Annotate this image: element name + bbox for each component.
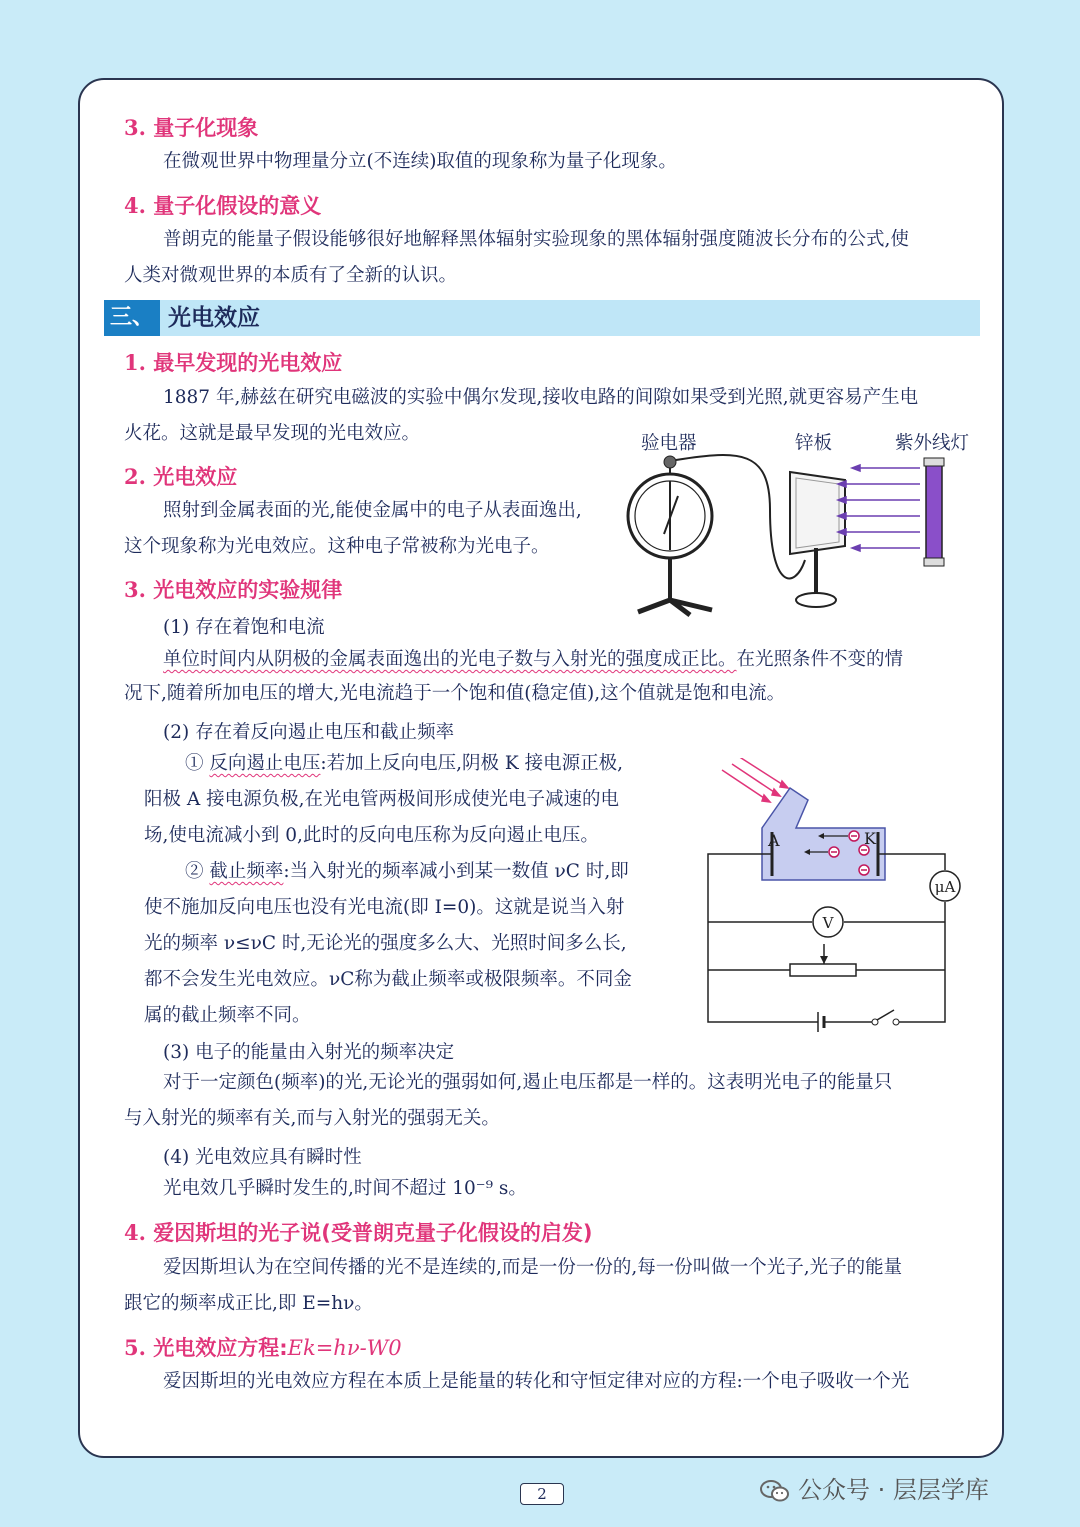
heading-number: 2. [124,464,146,489]
paragraph-line: 人类对微观世界的本质有了全新的认识。 [124,265,458,286]
paragraph-line: 普朗克的能量子假设能够很好地解释黑体辐射实验现象的黑体辐射强度随波长分布的公式,使 [163,229,909,250]
paragraph-line: 1887 年,赫兹在研究电磁波的实验中偶尔发现,接收电路的间隙如果受到光照,就更容易产生电 [163,387,919,408]
section-banner [104,300,980,336]
paragraph-line [163,642,903,678]
heading-photoelectric-equation [124,1332,402,1362]
paragraph-line: 跟它的频率成正比,即 E=hν。 [124,1293,373,1314]
formula: Ek=hν-W0 [287,1336,402,1360]
label-zinc-plate: 锌板 [795,433,833,454]
paragraph-line: 爱因斯坦的光电效应方程在本质上是能量的转化和守恒定律对应的方程:一个电子吸收一个光 [163,1371,910,1392]
paragraph-line: 属的截止频率不同。 [144,1005,311,1026]
heading-text: 最早发现的光电效应 [153,351,343,375]
electroscope-diagram [620,450,960,630]
subheading: (3) 电子的能量由入射光的频率决定 [163,1042,455,1063]
heading-earliest-discovery [124,347,342,377]
paragraph-line: 场,使电流减小到 0,此时的反向电压称为反向遏止电压。 [144,825,599,846]
heading-number: 5. [124,1335,146,1360]
paragraph-line: 这个现象称为光电效应。这种电子常被称为光电子。 [124,536,550,557]
circled-number: ② [185,861,204,882]
section-title: 光电效应 [168,305,260,331]
heading-quantization [124,112,258,142]
text: :当入射光的频率减小到某一数值 νC 时,即 [283,861,629,882]
rheostat [790,964,856,976]
section-number: 三、 [104,300,160,336]
heading-text: 爱因斯坦的光子说(受普朗克量子化假设的启发) [153,1221,593,1245]
paragraph-line: 火花。这就是最早发现的光电效应。 [124,423,421,444]
paragraph-line: 使不施加反向电压也没有光电流(即 I=0)。这就是说当入射 [144,897,625,918]
paragraph-line: 都不会发生光电效应。νC称为截止频率或极限频率。不同金 [144,969,632,990]
uv-lamp [926,462,942,562]
paragraph-line: 阳极 A 接电源负极,在光电管两极间形成使光电子减速的电 [144,789,620,810]
paragraph: 在微观世界中物理量分立(不连续)取值的现象称为量子化现象。 [163,151,677,172]
heading-number: 3. [124,577,146,602]
emphasized-text: 单位时间内从阴极的金属表面逸出的光电子数与入射光的强度成正比。 [163,649,737,670]
paragraph-line: 况下,随着所加电压的增大,光电流趋于一个饱和值(稳定值),这个值就是饱和电流。 [124,683,786,704]
heading-photoelectric-effect [124,461,237,491]
uv-rays [838,465,920,551]
paragraph-line: 与入射光的频率有关,而与入射光的强弱无关。 [124,1108,500,1129]
paragraph-line [185,854,629,890]
paragraph-line: 光电效几乎瞬时发生的,时间不超过 10⁻⁹ s。 [163,1178,527,1199]
term: 截止频率 [209,861,284,882]
page-number: 2 [520,1483,564,1505]
heading-text: 量子化假设的意义 [153,194,322,218]
microammeter-label: μA [934,878,956,896]
heading-number: 4. [124,193,146,218]
watermark-text: 公众号 · 层层学库 [798,1476,989,1504]
term: 反向遏止电压 [209,753,321,774]
text: :若加上反向电压,阴极 K 接电源正极, [320,753,623,774]
label-electroscope: 验电器 [641,433,697,454]
heading-text: 光电效应方程: [153,1336,288,1360]
watermark [760,1470,989,1505]
phototube-circuit-diagram [700,758,970,1038]
paragraph-line: 照射到金属表面的光,能使金属中的电子从表面逸出, [163,500,582,521]
wechat-icon [760,1479,790,1503]
incident-light [722,758,788,802]
voltmeter-label: V [822,914,834,932]
paragraph-line: 对于一定颜色(频率)的光,无论光的强弱如何,遏止电压都是一样的。这表明光电子的能量只 [163,1072,893,1093]
heading-photon-theory [124,1217,592,1247]
heading-number: 1. [124,350,146,375]
cathode-label: K [864,829,876,848]
heading-number: 3. [124,115,146,140]
subheading: (1) 存在着饱和电流 [163,617,325,638]
heading-text: 光电效应的实验规律 [153,578,343,602]
heading-quantization-meaning [124,190,321,220]
paragraph-line [185,746,623,782]
heading-text: 量子化现象 [153,116,259,140]
text: 在光照条件不变的情 [736,649,904,670]
heading-experimental-laws [124,574,342,604]
electroscope-knob [664,456,676,468]
label-uv-lamp: 紫外线灯 [895,433,970,454]
paragraph-line: 光的频率 ν≤νC 时,无论光的强度多么大、光照时间多么长, [144,933,627,954]
subheading: (4) 光电效应具有瞬时性 [163,1147,362,1168]
heading-text: 光电效应 [153,465,238,489]
subheading: (2) 存在着反向遏止电压和截止频率 [163,722,455,743]
heading-number: 4. [124,1220,146,1245]
circled-number: ① [185,753,204,774]
paragraph-line: 爱因斯坦认为在空间传播的光不是连续的,而是一份一份的,每一份叫做一个光子,光子的能量 [163,1257,903,1278]
anode-label: A [768,831,780,850]
